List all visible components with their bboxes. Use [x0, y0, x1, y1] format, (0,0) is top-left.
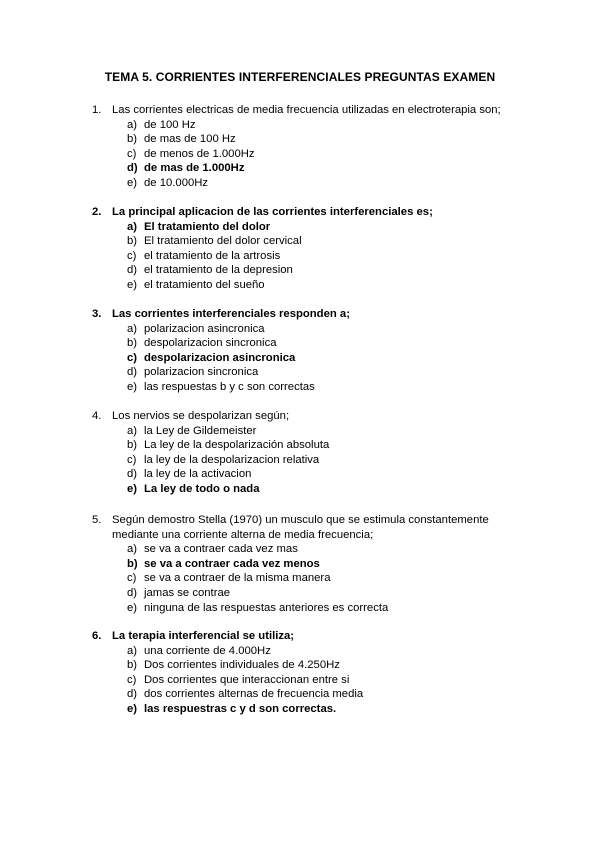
question-5 — [92, 513, 522, 615]
option-e-correct: e) las respuestras c y d son correctas. — [127, 702, 337, 715]
question-text: La terapia interferencial se utiliza; — [112, 630, 295, 642]
question-2 — [92, 205, 522, 293]
option-e: e) ninguna de las respuestas anteriores es correcta — [127, 601, 389, 614]
option-a: a) polarizacion asincronica — [127, 322, 265, 335]
question-1 — [92, 103, 522, 191]
option-b: b) El tratamiento del dolor cervical — [127, 235, 302, 248]
option-b: b) La ley de la despolarización absoluta — [127, 439, 330, 452]
option-e: e) de 10.000Hz — [127, 176, 209, 189]
option-c: c) el tratamiento de la artrosis — [127, 249, 281, 262]
option-e: e) el tratamiento del sueño — [127, 278, 265, 291]
question-number: 3. — [92, 308, 102, 320]
question-text: Según demostro Stella (1970) un musculo que se estimula constantemente mediante una corriente alterna de media frecuencia; — [112, 514, 489, 541]
question-number: 4. — [92, 410, 102, 422]
option-b-correct: b) se va a contraer cada vez menos — [127, 557, 320, 570]
option-b: b) Dos corrientes individuales de 4.250Hz — [127, 659, 340, 672]
option-a-correct: a) El tratamiento del dolor — [127, 220, 271, 233]
option-e-correct: e) La ley de todo o nada — [127, 482, 260, 495]
option-b: b) despolarizacion sincronica — [127, 337, 277, 350]
question-text: Las corrientes electricas de media frecuencia utilizadas en electroterapia son; — [112, 104, 501, 116]
option-d: d) la ley de la activacion — [127, 468, 252, 481]
page-title: TEMA 5. CORRIENTES INTERFERENCIALES PREGUNTAS EXAMEN — [104, 70, 496, 84]
option-d: d) dos corrientes alternas de frecuencia media — [127, 688, 364, 701]
option-e: e) las respuestas b y c son correctas — [127, 380, 315, 393]
question-6 — [92, 629, 522, 717]
question-text: La principal aplicacion de las corrientes interferenciales es; — [112, 206, 433, 218]
question-number: 2. — [92, 206, 102, 218]
question-text: Las corrientes interferenciales responden a; — [112, 308, 350, 320]
option-c: c) Dos corrientes que interaccionan entre si — [127, 673, 350, 686]
question-text: Los nervios se despolarizan según; — [112, 410, 290, 422]
option-c: c) se va a contraer de la misma manera — [127, 572, 331, 585]
option-c: c) la ley de la despolarizacion relativa — [127, 453, 320, 466]
question-number: 1. — [92, 104, 102, 116]
option-d-correct: d) de mas de 1.000Hz — [127, 162, 245, 175]
question-3 — [92, 307, 522, 395]
question-number: 5. — [92, 514, 102, 526]
question-4 — [92, 409, 522, 497]
option-a: a) se va a contraer cada vez mas — [127, 543, 298, 556]
option-a: a) una corriente de 4.000Hz — [127, 644, 271, 657]
option-d: d) el tratamiento de la depresion — [127, 264, 293, 277]
option-a: a) de 100 Hz — [127, 118, 196, 131]
option-a: a) la Ley de Gildemeister — [127, 424, 257, 437]
option-c-correct: c) despolarizacion asincronica — [127, 351, 296, 364]
option-b: b) de mas de 100 Hz — [127, 133, 236, 146]
option-c: c) de menos de 1.000Hz — [127, 147, 255, 160]
option-d: d) jamas se contrae — [127, 586, 231, 599]
option-d: d) polarizacion sincronica — [127, 366, 259, 379]
question-number: 6. — [92, 630, 102, 642]
